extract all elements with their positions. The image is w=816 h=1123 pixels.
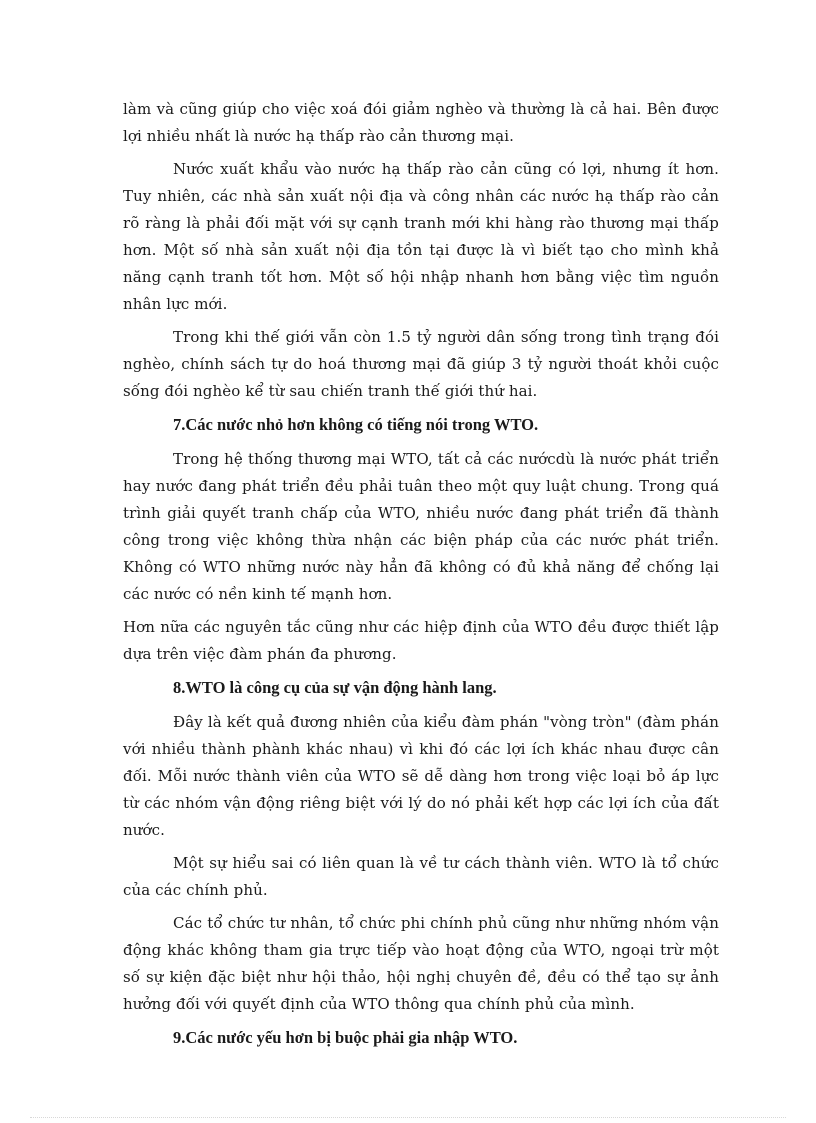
heading-section-9: 9.Các nước yếu hơn bị buộc phải gia nhập WTO. — [173, 1028, 518, 1047]
paragraph-negotiation-round: Đây là kết quả đương nhiên của kiểu đàm phán "vòng tròn" (đàm phán với nhiều thành phành khác nhau) vì khi đó các lợi ích khác nhau được cân đối. Mỗi nước thành viên của WTO sẽ dễ dàng hơn trong việc loại bỏ áp lực từ các nhóm vận động riêng biệt với lý do nó phải kết hợp các lợi ích của đất nước. — [123, 713, 719, 839]
document-page — [123, 96, 719, 1059]
paragraph-membership: Một sự hiểu sai có liên quan là về tư cách thành viên. WTO là tổ chức của các chính phủ. — [123, 854, 719, 899]
page-bottom-divider — [30, 1117, 786, 1118]
paragraph-benefits-continued: làm và cũng giúp cho việc xoá đói giảm nghèo và thường là cả hai. Bên được lợi nhiều nhất là nước hạ thấp rào cản thương mại. — [123, 100, 719, 145]
paragraph-trade-system: Trong hệ thống thương mại WTO, tất cả các nướcdù là nước phát triển hay nước đang phát triển đều phải tuân theo một quy luật chung. Trong quá trình giải quyết tranh chấp của WTO, nhiều nước đang phát triển đã thành công trong việc không thừa nhận các biện pháp của các nước phát triển. Không có WTO những nước này hẳn đã không có đủ khả năng để chống lại các nước có nền kinh tế mạnh hơn. — [123, 450, 719, 603]
paragraph-ngos: Các tổ chức tư nhân, tổ chức phi chính phủ cũng như những nhóm vận động khác không tham gia trực tiếp vào hoạt động của WTO, ngoại trừ một số sự kiện đặc biệt như hội thảo, hội nghị chuyên đề, đều có thể tạo sự ảnh hưởng đối với quyết định của WTO thông qua chính phủ của mình. — [123, 914, 719, 1013]
heading-section-7: 7.Các nước nhỏ hơn không có tiếng nói trong WTO. — [173, 415, 539, 434]
heading-section-8: 8.WTO là công cụ của sự vận động hành lang. — [173, 678, 497, 697]
paragraph-multilateral: Hơn nữa các nguyên tắc cũng như các hiệp định của WTO đều được thiết lập dựa trên việc đàm phán đa phương. — [123, 618, 719, 663]
paragraph-poverty: Trong khi thế giới vẫn còn 1.5 tỷ người dân sống trong tình trạng đói nghèo, chính sách tự do hoá thương mại đã giúp 3 tỷ người thoát khỏi cuộc sống đói nghèo kể từ sau chiến tranh thế giới thứ hai. — [123, 328, 719, 400]
paragraph-exporters: Nước xuất khẩu vào nước hạ thấp rào cản cũng có lợi, nhưng ít hơn. Tuy nhiên, các nhà sản xuất nội địa và công nhân các nước hạ thấp rào cản rõ ràng là phải đối mặt với sự cạnh tranh mới khi hàng rào thương mại thấp hơn. Một số nhà sản xuất nội địa tồn tại được là vì biết tạo cho mình khả năng cạnh tranh tốt hơn. Một số hội nhập nhanh hơn bằng việc tìm nguồn nhân lực mới. — [123, 160, 719, 313]
